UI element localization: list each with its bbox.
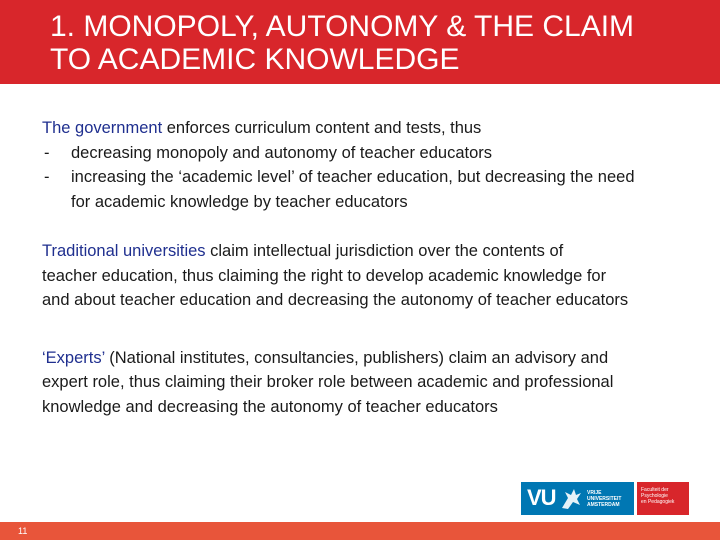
paragraph-universities bbox=[42, 239, 702, 313]
bullet-item bbox=[42, 165, 702, 214]
title-bar bbox=[0, 0, 720, 84]
paragraph-experts bbox=[42, 346, 702, 420]
faculty-text-line: en Pedagogiek bbox=[641, 499, 675, 505]
highlight-universities: Traditional universities bbox=[42, 242, 206, 260]
paragraph-line: and about teacher education and decreasing the autonomy of teacher educators bbox=[42, 291, 629, 309]
bullet-text: decreasing monopoly and autonomy of teacher educators bbox=[71, 143, 493, 162]
slide-title bbox=[50, 10, 690, 76]
vu-logo-letters: VU bbox=[527, 485, 556, 510]
paragraph-line: teacher education, thus claiming the right to develop academic knowledge for bbox=[42, 266, 607, 285]
bullet-text-block bbox=[71, 165, 635, 214]
paragraph-government bbox=[42, 116, 702, 214]
vu-text-line: UNIVERSITEIT bbox=[587, 496, 622, 502]
bullet-dash: - bbox=[44, 168, 50, 186]
vu-text-line: AMSTERDAM bbox=[587, 502, 620, 508]
faculty-text-line: Psychologie bbox=[641, 493, 668, 499]
paragraph-line bbox=[42, 239, 702, 264]
bullet-item bbox=[42, 141, 702, 166]
bullet-text: increasing the ‘academic level’ of teacher education, but decreasing the need bbox=[71, 168, 635, 186]
paragraph-line: expert role, thus claiming their broker role between academic and professional bbox=[42, 373, 614, 391]
footer-bar bbox=[0, 522, 720, 540]
faculty-logo-text bbox=[641, 487, 674, 505]
page-number: 11 bbox=[18, 526, 28, 536]
slide-content bbox=[42, 116, 702, 419]
vu-logo-text bbox=[587, 490, 621, 508]
title-line-1: 1. MONOPOLY, AUTONOMY & THE CLAIM bbox=[50, 10, 635, 43]
highlight-experts: ‘Experts’ bbox=[42, 348, 105, 367]
faculty-text-line: Faculteit der bbox=[641, 487, 669, 493]
vu-text-line: VRIJE bbox=[587, 490, 602, 496]
bullet-dash: - bbox=[44, 143, 50, 162]
bullet-text: for academic knowledge by teacher educators bbox=[71, 192, 408, 211]
paragraph-government-intro bbox=[42, 116, 702, 141]
universities-line-1-text: claim intellectual jurisdiction over the contents of bbox=[205, 242, 564, 260]
experts-line-1-text: (National institutes, consultancies, publishers) claim an advisory and bbox=[104, 348, 609, 367]
faculty-logo bbox=[637, 482, 689, 515]
paragraph-line bbox=[42, 346, 702, 371]
griffin-icon bbox=[559, 486, 583, 511]
spacer bbox=[42, 313, 702, 346]
title-line-2: TO ACADEMIC KNOWLEDGE bbox=[50, 43, 460, 76]
highlight-government: The government bbox=[42, 119, 163, 137]
vu-logo bbox=[521, 482, 634, 515]
government-intro-text: enforces curriculum content and tests, thus bbox=[162, 119, 482, 137]
paragraph-line: knowledge and decreasing the autonomy of teacher educators bbox=[42, 397, 498, 416]
spacer bbox=[42, 214, 702, 239]
